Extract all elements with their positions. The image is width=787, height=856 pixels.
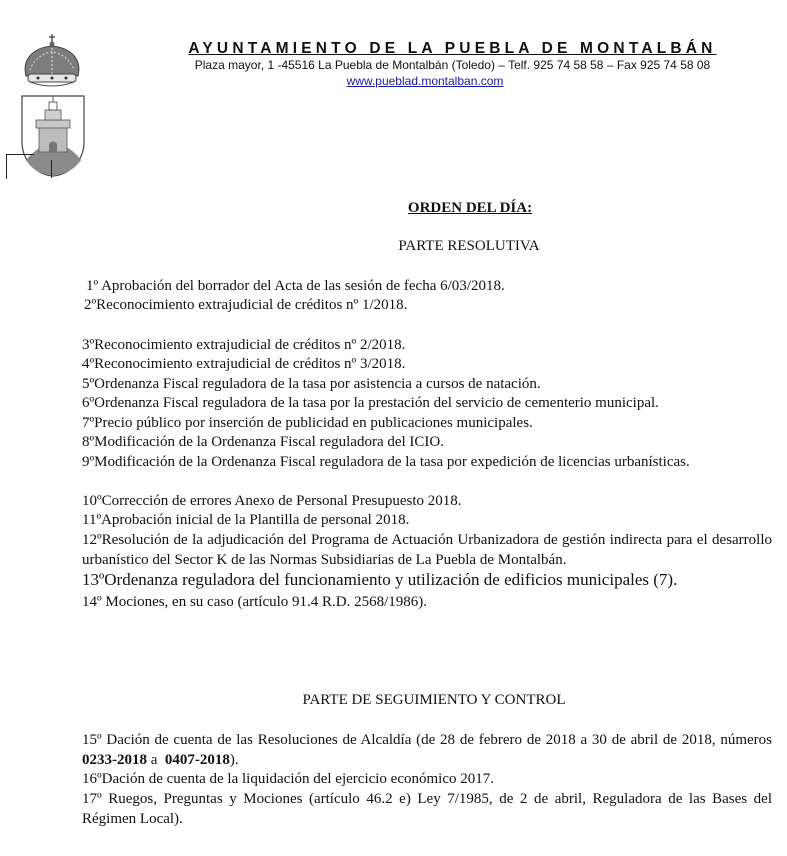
website-link[interactable]: www.pueblad.montalban.com bbox=[346, 74, 504, 88]
section-heading-resolutiva: PARTE RESOLUTIVA bbox=[398, 238, 540, 254]
section-heading-seguimiento: PARTE DE SEGUIMIENTO Y CONTROL bbox=[302, 692, 566, 708]
letterhead-title: AYUNTAMIENTO DE LA PUEBLA DE MONTALBÁN bbox=[188, 40, 717, 57]
crown-icon bbox=[25, 34, 79, 86]
resolution-number-from: 0233-2018 bbox=[82, 751, 147, 768]
agenda-item: 11ºAprobación inicial de la Plantilla de personal 2018. bbox=[82, 512, 410, 528]
agenda-item: 17º Ruegos, Preguntas y Mociones (artículo 46.2 e) Ley 7/1985, de 2 de abril, Reguladora de las Bases del Régimen Local). bbox=[82, 791, 772, 827]
agenda-item: 10ºCorrección de errores Anexo de Personal Presupuesto 2018. bbox=[82, 493, 462, 509]
agenda-item: 16ºDación de cuenta de la liquidación del ejercicio económico 2017. bbox=[82, 771, 494, 787]
agenda-item: 5ºOrdenanza Fiscal reguladora de la tasa por asistencia a cursos de natación. bbox=[82, 376, 541, 392]
agenda-item: 1º Aprobación del borrador del Acta de las sesión de fecha 6/03/2018. bbox=[86, 278, 505, 294]
resolution-number-to: 0407-2018 bbox=[164, 751, 230, 768]
agenda-item: 4ºReconocimiento extrajudicial de créditos nº 3/2018. bbox=[82, 356, 406, 372]
letterhead-address: Plaza mayor, 1 -45516 La Puebla de Montalbán (Toledo) – Telf. 925 74 58 58 – Fax 925 74 58 08 bbox=[194, 58, 711, 72]
letterhead bbox=[180, 40, 725, 90]
agenda-item: 9ºModificación de la Ordenanza Fiscal reguladora de la tasa por expedición de licencias urbanísticas. bbox=[82, 454, 690, 470]
agenda-item: 8ºModificación de la Ordenanza Fiscal reguladora del ICIO. bbox=[82, 434, 445, 450]
item-text: a bbox=[147, 751, 165, 768]
agenda-item: 6ºOrdenanza Fiscal reguladora de la tasa por la prestación del servicio de cementerio municipal. bbox=[82, 395, 659, 411]
agenda-item: 2ºReconocimiento extrajudicial de créditos nº 1/2018. bbox=[84, 297, 408, 313]
agenda-item: 7ºPrecio público por inserción de publicidad en publicaciones municipales. bbox=[82, 415, 533, 431]
agenda-item: 12ºResolución de la adjudicación del Programa de Actuación Urbanizadora de gestión indirecta para el desarrollo urbanístico del Sector K de las Normas Subsidiarias de La Puebla de Montalbán. bbox=[82, 532, 772, 568]
item-text: 15º Dación de cuenta de las Resoluciones de Alcaldía (de 28 de febrero de 2018 a 30 de abril de 2018, números bbox=[82, 732, 772, 748]
agenda-item: 14º Mociones, en su caso (artículo 91.4 R.D. 2568/1986). bbox=[82, 594, 428, 610]
agenda-heading: ORDEN DEL DÍA: bbox=[407, 200, 533, 216]
crop-mark bbox=[6, 154, 34, 179]
agenda-item bbox=[82, 731, 772, 770]
crop-mark bbox=[51, 160, 52, 178]
item-text: ). bbox=[229, 751, 239, 768]
agenda-item: 13ºOrdenanza reguladora del funcionamiento y utilización de edificios municipales (7). bbox=[82, 570, 678, 589]
agenda-item: 3ºReconocimiento extrajudicial de créditos nº 2/2018. bbox=[82, 337, 406, 353]
